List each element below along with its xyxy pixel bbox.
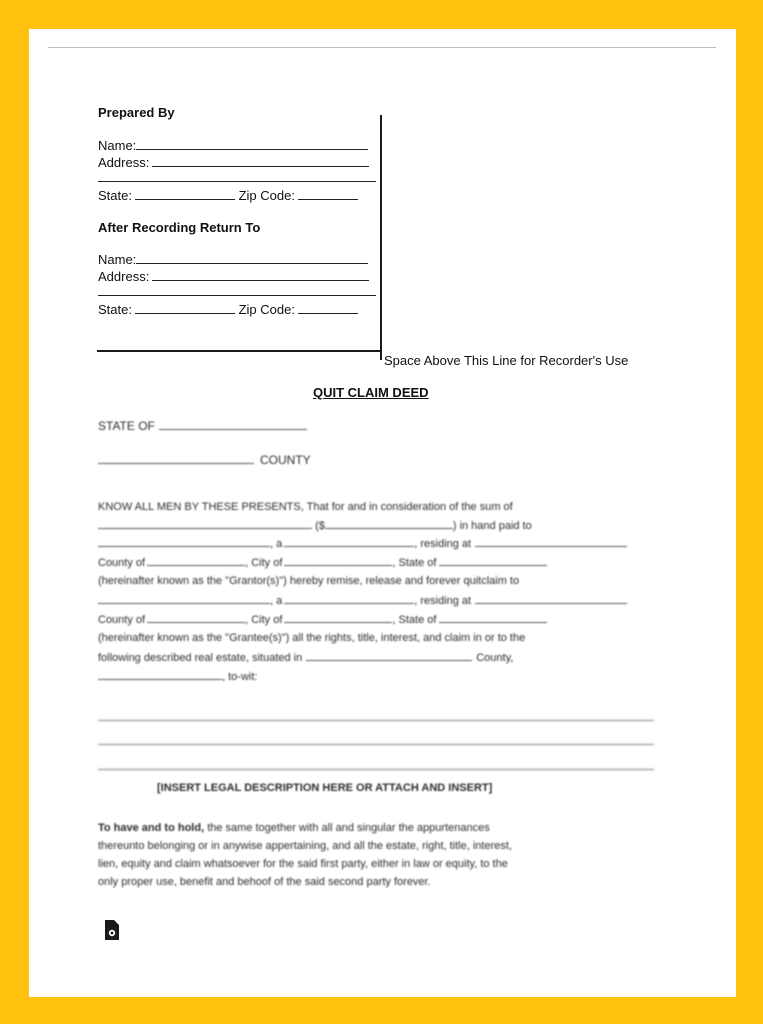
prepared-name-row [98,138,368,153]
amount-open: ($ [315,520,325,532]
state-of-lc-label: , State of [392,614,437,626]
name-blank [136,138,368,150]
return-address-row [98,269,369,284]
grantee-status-blank [284,594,414,604]
state-to-wit-blank [98,670,222,680]
grantor-state-blank [439,556,547,566]
state-blank [135,188,235,200]
para-line-5: (hereinafter known as the "Grantor(s)") hereby remise, release and forever quitclaim to [98,575,520,587]
para-line-10 [98,670,257,683]
top-rule [48,47,716,48]
habendum-text: the same together with all and singular the appurtenances [204,822,490,834]
address-label: Address: [98,269,150,284]
return-state-row [98,302,358,317]
grantee-address-blank [475,594,627,604]
residing-label: , residing at [414,595,472,607]
residing-label: , residing at [414,538,472,550]
para-line-2 [98,519,532,532]
document-logo-icon [105,920,119,940]
county-of-label: County of [98,614,146,626]
para-line-8: (hereinafter known as the "Grantee(s)") all the rights, title, interest, and claim in or to the [98,632,526,644]
para-line-4 [98,556,547,569]
after-recording-heading: After Recording Return To [98,220,261,235]
county-blank [98,454,254,464]
habendum-line-2: thereunto belonging or in anywise appertaining, and all the estate, right, title, interest, [98,840,512,852]
grantor-status-blank [284,537,414,547]
grantor-city-blank [284,556,392,566]
grantee-state-blank [439,613,547,623]
insert-legal-description: [INSERT LEGAL DESCRIPTION HERE OR ATTACH AND INSERT] [157,782,493,794]
state-blank [135,302,235,314]
consideration-blank [98,519,312,529]
to-wit-label: , to-wit: [222,671,258,683]
county-row [98,453,311,467]
habendum-line-4: only proper use, benefit and behoof of the said second party forever. [98,876,431,888]
address-label: Address: [98,155,150,170]
prepared-by-heading: Prepared By [98,105,175,120]
recorder-note: Space Above This Line for Recorder's Use [384,353,629,368]
amount-blank [325,519,453,529]
deed-title: QUIT CLAIM DEED [313,385,429,400]
grantee-name-blank [98,594,270,604]
state-of-lc-label: , State of [392,557,437,569]
situated-county-blank [306,651,472,661]
grantee-city-blank [284,613,392,623]
county-end-label: County, [476,652,514,664]
grantee-county-blank [147,613,245,623]
legal-description-line [98,744,654,745]
legal-description-line [98,720,654,721]
para-line-1: KNOW ALL MEN BY THESE PRESENTS, That for and in consideration of the sum of [98,501,513,513]
para-line-3 [98,537,627,550]
para-line-9 [98,651,513,664]
para-line-6 [98,594,627,607]
state-of-row [98,419,307,433]
name-label: Name: [98,252,137,267]
a-label: , a [270,538,283,550]
state-of-label: STATE OF [98,419,155,433]
prepared-state-row [98,188,358,203]
address-blank [152,269,369,281]
para-line-7 [98,613,547,626]
city-of-label: , City of [245,557,283,569]
name-blank [136,252,368,264]
zip-label: Zip Code: [238,302,295,317]
county-label: COUNTY [260,453,311,467]
name-label: Name: [98,138,137,153]
county-of-label: County of [98,557,146,569]
city-of-label: , City of [245,614,283,626]
grantor-name-blank [98,537,270,547]
prepared-address-row [98,155,369,170]
legal-description-line [98,769,654,770]
following-label: following described real estate, situated in [98,652,303,664]
state-of-blank [159,420,307,430]
recorder-box-tick [380,350,382,360]
zip-label: Zip Code: [238,188,295,203]
address-blank-line-2 [98,181,376,182]
zip-blank [298,188,358,200]
zip-blank [298,302,358,314]
address-blank-line-2 [98,295,376,296]
habendum-line-3: lien, equity and claim whatsoever for the said first party, either in law or equity, to the [98,858,508,870]
a-label: , a [270,595,283,607]
recorder-box-vertical-rule [380,115,382,357]
habendum-line-1 [98,822,490,834]
address-blank [152,155,369,167]
state-label: State: [98,188,132,203]
document-page [29,29,736,997]
paid-to: ) in hand paid to [452,520,532,532]
habendum-bold: To have and to hold, [98,822,205,834]
grantor-address-blank [475,537,627,547]
recorder-box-horizontal-rule [97,350,380,352]
return-name-row [98,252,368,267]
state-label: State: [98,302,132,317]
grantor-county-blank [147,556,245,566]
